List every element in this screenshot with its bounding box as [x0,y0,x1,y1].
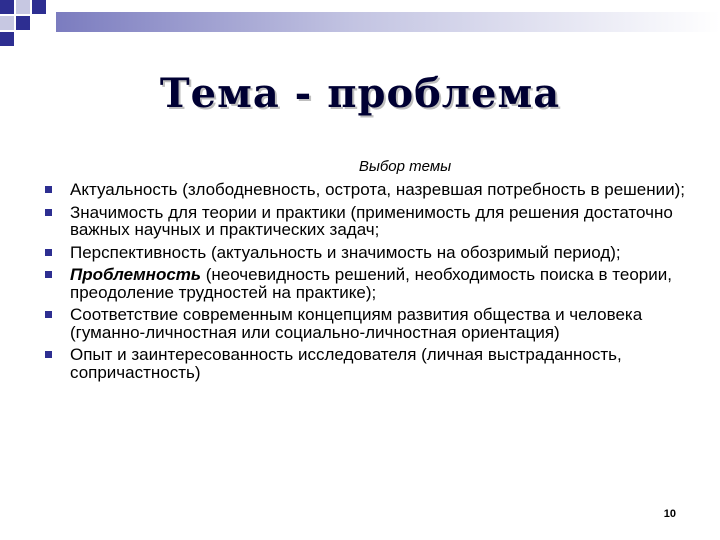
list-item-text: (неочевидность решений, необходимость поиска в теории, преодоление трудностей на практике); [70,265,672,302]
square-bullet-icon [45,311,52,318]
criteria-list [43,181,693,386]
list-item-text: Актуальность (злободневность, острота, назревшая потребность в решении); [70,180,686,199]
list-item [43,346,693,381]
slide-subtitle: Выбор темы [358,158,452,175]
decor-square [0,0,14,14]
square-bullet-icon [45,209,52,216]
list-item [43,266,693,301]
decor-square [16,0,30,14]
list-item-lead: Проблемность [70,265,201,284]
list-item-text: Перспективность (актуальность и значимость на обозримый период); [70,242,621,262]
decor-square [16,16,30,30]
list-item [43,244,693,262]
decor-square [0,32,14,46]
list-item-text: Соответствие современным концепциям развития общества и человека (гуманно-личностная или социально-личностная ориентация) [70,305,643,342]
square-bullet-icon [45,351,52,358]
list-item-text: Опыт и заинтересованность исследователя (личная выстраданность, сопричастность) [70,345,622,382]
square-bullet-icon [45,186,52,193]
list-item [43,181,693,199]
page-number: 10 [663,508,676,520]
decor-square [0,16,14,30]
square-bullet-icon [45,249,52,256]
list-item-text: Значимость для теории и практики (применимость для решения достаточно важных научных и практических задач; [70,202,673,239]
list-item [43,306,693,341]
decor-square [32,0,46,14]
square-bullet-icon [45,271,52,278]
corner-decoration [0,0,60,50]
list-item [43,204,693,239]
slide-title: Тема - проблема [159,70,561,117]
top-gradient-bar [56,12,720,32]
